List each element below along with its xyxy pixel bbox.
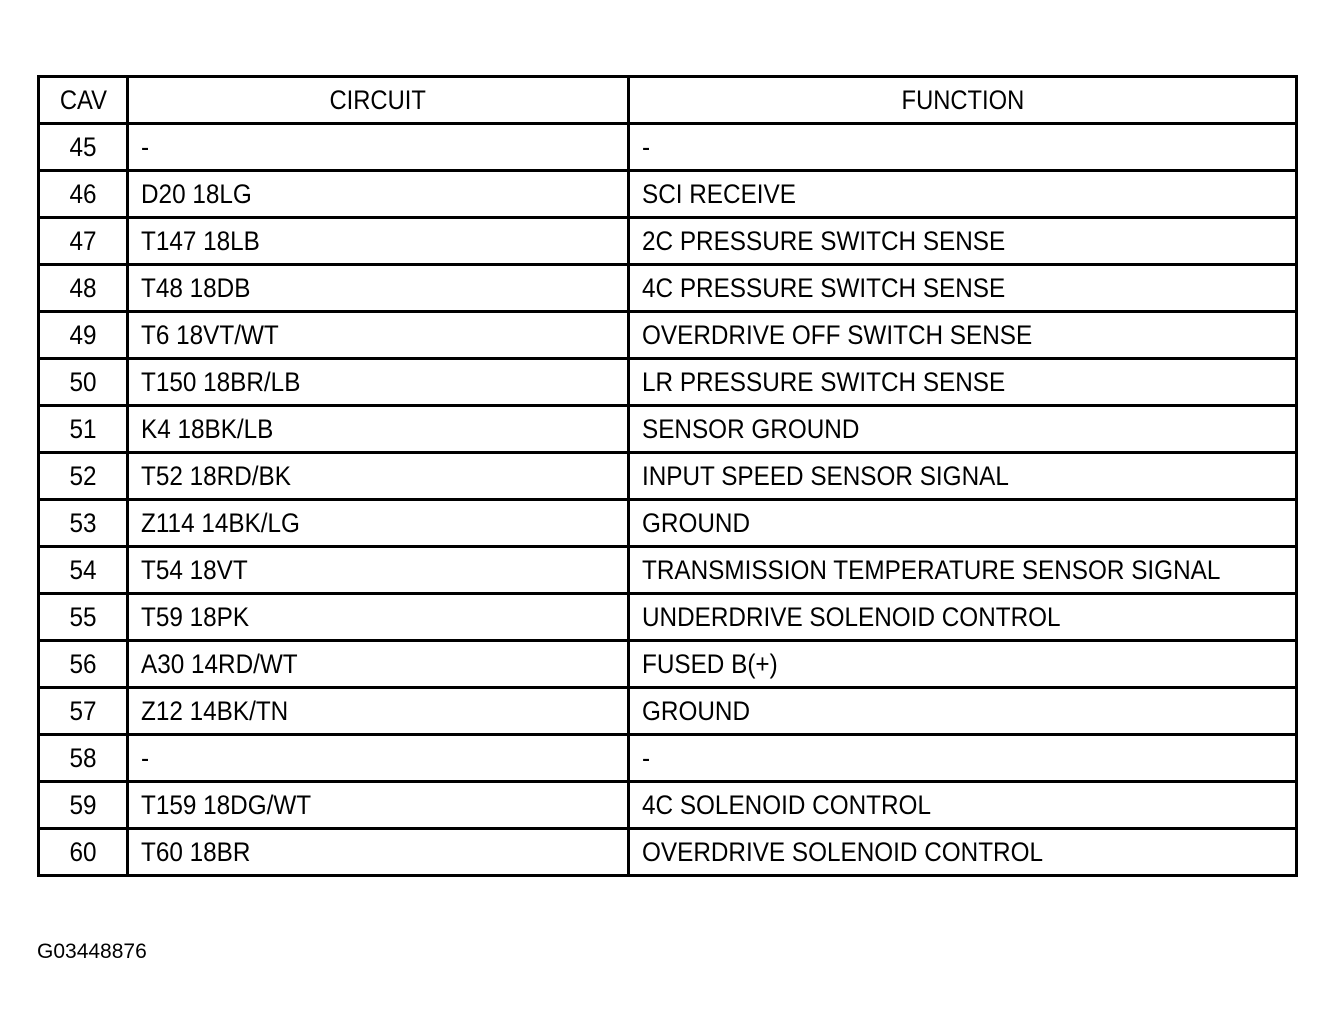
cell-function-text: UNDERDRIVE SOLENOID CONTROL <box>642 601 1061 632</box>
table-row <box>39 218 1297 265</box>
cell-function <box>629 641 1297 688</box>
cell-function <box>629 594 1297 641</box>
cell-function-text: SCI RECEIVE <box>642 178 797 209</box>
cell-cav-text: 45 <box>69 131 97 162</box>
cell-cav <box>39 265 128 312</box>
cell-circuit-text: T54 18VT <box>140 554 248 585</box>
cell-cav <box>39 453 128 500</box>
cell-function-text: SENSOR GROUND <box>642 413 860 444</box>
cell-cav <box>39 312 128 359</box>
cell-cav-text: 50 <box>69 366 97 397</box>
cell-cav-text: 60 <box>69 836 97 867</box>
cell-cav-text: 57 <box>69 695 97 726</box>
cell-circuit <box>127 171 628 218</box>
cell-function <box>629 218 1297 265</box>
cell-circuit <box>127 124 628 171</box>
cell-cav-text: 49 <box>69 319 97 350</box>
cell-function <box>629 171 1297 218</box>
cell-function <box>629 312 1297 359</box>
cell-circuit-text: T159 18DG/WT <box>140 789 311 820</box>
cell-function-text: 2C PRESSURE SWITCH SENSE <box>642 225 1006 256</box>
cell-cav <box>39 171 128 218</box>
connector-pinout-table <box>37 75 1298 877</box>
table-row <box>39 406 1297 453</box>
table-row <box>39 359 1297 406</box>
cell-function <box>629 547 1297 594</box>
cell-cav <box>39 641 128 688</box>
cell-function-text: INPUT SPEED SENSOR SIGNAL <box>642 460 1010 491</box>
header-function: FUNCTION <box>669 77 1257 124</box>
header-row <box>39 77 1297 124</box>
cell-circuit <box>127 688 628 735</box>
cell-circuit <box>127 641 628 688</box>
cell-cav <box>39 688 128 735</box>
header-circuit: CIRCUIT <box>157 77 598 124</box>
cell-cav-text: 47 <box>69 225 97 256</box>
cell-function-text: LR PRESSURE SWITCH SENSE <box>642 366 1006 397</box>
cell-circuit <box>127 735 628 782</box>
table-body <box>39 124 1297 876</box>
cell-function <box>629 453 1297 500</box>
table-row <box>39 500 1297 547</box>
cell-circuit-text: Z114 14BK/LG <box>140 507 300 538</box>
table-row <box>39 265 1297 312</box>
cell-circuit-text: D20 18LG <box>140 178 252 209</box>
cell-cav-text: 59 <box>69 789 97 820</box>
cell-function-text: GROUND <box>642 507 751 538</box>
cell-function <box>629 782 1297 829</box>
cell-function-text: OVERDRIVE OFF SWITCH SENSE <box>642 319 1033 350</box>
table-row <box>39 641 1297 688</box>
figure-id: G03448876 <box>37 940 147 963</box>
table-row <box>39 453 1297 500</box>
cell-circuit-text: A30 14RD/WT <box>140 648 298 679</box>
cell-circuit-text: Z12 14BK/TN <box>140 695 288 726</box>
cell-function-text: GROUND <box>642 695 751 726</box>
cell-cav-text: 56 <box>69 648 97 679</box>
cell-function <box>629 829 1297 876</box>
cell-cav-text: 48 <box>69 272 97 303</box>
cell-circuit <box>127 547 628 594</box>
table-header <box>39 77 1297 124</box>
cell-circuit-text: T52 18RD/BK <box>140 460 291 491</box>
cell-circuit-text: T6 18VT/WT <box>140 319 279 350</box>
cell-circuit <box>127 359 628 406</box>
table-row <box>39 171 1297 218</box>
cell-function-text: 4C PRESSURE SWITCH SENSE <box>642 272 1006 303</box>
cell-cav <box>39 218 128 265</box>
table-row <box>39 124 1297 171</box>
cell-circuit-text: T147 18LB <box>140 225 260 256</box>
table-row <box>39 594 1297 641</box>
table-row <box>39 782 1297 829</box>
cell-cav-text: 51 <box>69 413 97 444</box>
cell-cav-text: 55 <box>69 601 97 632</box>
cell-circuit-text: T60 18BR <box>140 836 251 867</box>
cell-circuit-text: - <box>140 742 149 773</box>
cell-function-text: OVERDRIVE SOLENOID CONTROL <box>642 836 1044 867</box>
cell-circuit <box>127 829 628 876</box>
cell-function <box>629 265 1297 312</box>
cell-cav <box>39 782 128 829</box>
cell-circuit-text: T150 18BR/LB <box>140 366 301 397</box>
cell-cav-text: 52 <box>69 460 97 491</box>
cell-function-text: - <box>642 131 651 162</box>
cell-cav <box>39 359 128 406</box>
cell-cav-text: 53 <box>69 507 97 538</box>
cell-circuit-text: K4 18BK/LB <box>140 413 274 444</box>
cell-cav <box>39 500 128 547</box>
cell-cav <box>39 124 128 171</box>
cell-cav <box>39 594 128 641</box>
cell-function <box>629 359 1297 406</box>
cell-function-text: TRANSMISSION TEMPERATURE SENSOR SIGNAL <box>642 554 1221 585</box>
cell-cav <box>39 735 128 782</box>
cell-function-text: - <box>642 742 651 773</box>
table-row <box>39 735 1297 782</box>
cell-cav-text: 54 <box>69 554 97 585</box>
cell-circuit <box>127 782 628 829</box>
cell-circuit-text: - <box>140 131 149 162</box>
cell-circuit <box>127 218 628 265</box>
cell-cav <box>39 406 128 453</box>
cell-function-text: 4C SOLENOID CONTROL <box>642 789 932 820</box>
table-row <box>39 547 1297 594</box>
cell-circuit <box>127 406 628 453</box>
cell-function <box>629 500 1297 547</box>
cell-circuit <box>127 265 628 312</box>
cell-cav <box>39 829 128 876</box>
cell-cav <box>39 547 128 594</box>
cell-function <box>629 688 1297 735</box>
cell-circuit <box>127 594 628 641</box>
cell-cav-text: 46 <box>69 178 97 209</box>
cell-circuit <box>127 500 628 547</box>
cell-function <box>629 124 1297 171</box>
cell-circuit-text: T48 18DB <box>140 272 251 303</box>
cell-circuit <box>127 453 628 500</box>
cell-circuit <box>127 312 628 359</box>
cell-function-text: FUSED B(+) <box>642 648 778 679</box>
cell-function <box>629 406 1297 453</box>
header-cav: CAV <box>44 77 122 124</box>
cell-circuit-text: T59 18PK <box>140 601 249 632</box>
table-row <box>39 688 1297 735</box>
cell-function <box>629 735 1297 782</box>
cell-cav-text: 58 <box>69 742 97 773</box>
table-row <box>39 312 1297 359</box>
table-row <box>39 829 1297 876</box>
